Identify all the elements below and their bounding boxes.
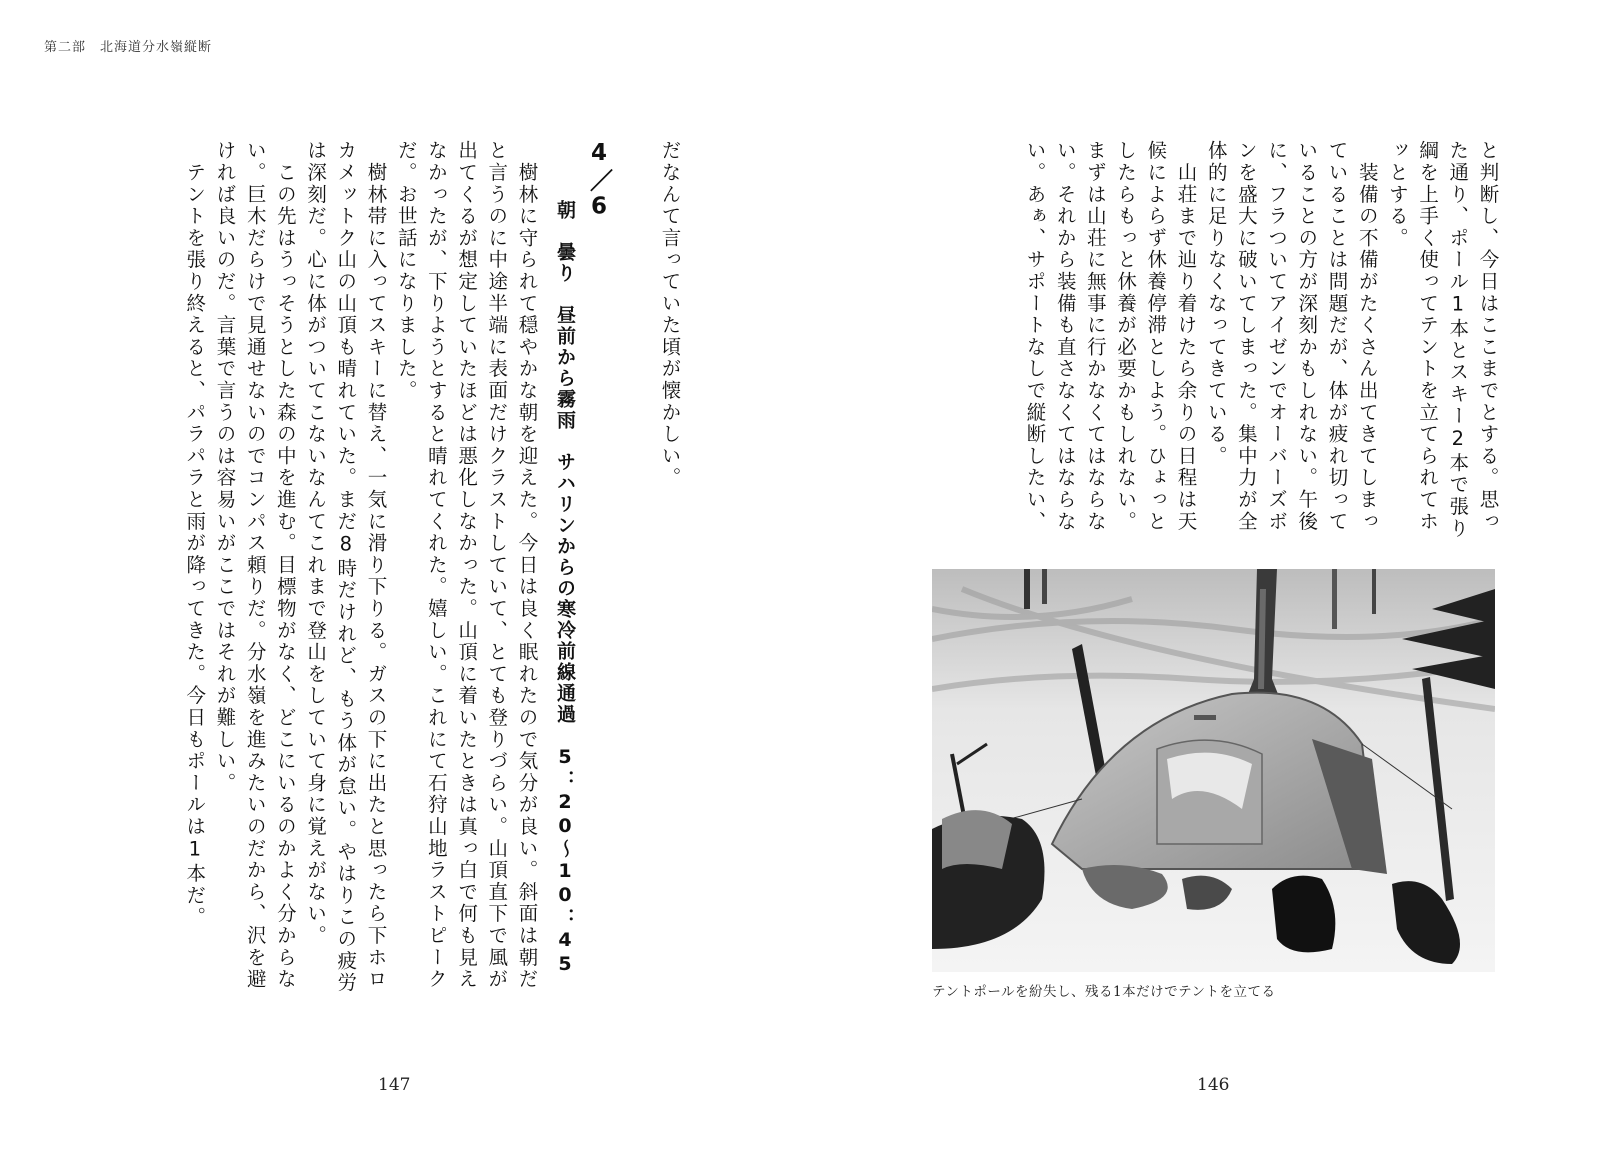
text-column: だ。お世話になりました。 — [394, 140, 418, 402]
text-column: ンを盛大に破いてしまった。集中力が全 — [1234, 140, 1258, 533]
photo-caption: テントポールを紛失し、残る1本だけでテントを立てる — [932, 984, 1276, 1000]
text-column: なかったが、下りようとすると晴れてくれた。嬉しい。これにて石狩山地ラストピーク — [424, 140, 448, 991]
text-column: ていることは問題だが、体が疲れ切って — [1325, 140, 1349, 533]
text-column: 装備の不備がたくさん出てきてしまっ — [1355, 140, 1379, 533]
text-column: と判断し、今日はここまでとする。思っ — [1476, 140, 1500, 533]
text-column: た通り、ポール1本とスキー2本で張り — [1446, 140, 1470, 540]
running-head: 第二部 北海道分水嶺縦断 — [44, 40, 213, 55]
text-column: まずは山荘に無事に行かなくてはならな — [1083, 140, 1107, 533]
text-column: いることの方が深刻かもしれない。午後 — [1295, 140, 1319, 533]
page-number-right: 146 — [1197, 1075, 1230, 1095]
tent-in-snow-image — [932, 569, 1495, 972]
text-column: い。巨木だらけで見通せないのでコンパス頼りだ。分水嶺を進みたいのだから、沢を避 — [243, 140, 267, 991]
text-column: 出てくるが想定していたほどは悪化しなかった。山頂に着いたときは真っ白で何も見え — [455, 140, 479, 991]
text-column: ッとする。 — [1385, 140, 1409, 249]
text-column: は深刻だ。心に体がついてこないなんてこれまで登山をしていて身に覚えがない。 — [304, 140, 328, 947]
text-column: い。それから装備も直さなくてはならな — [1053, 140, 1077, 533]
text-column: この先はうっそうとした森の中を進む。目標物がなく、どこにいるのかよく分からな — [273, 140, 297, 991]
text-column: に、フラついてアイゼンでオーバーズボ — [1265, 140, 1289, 533]
text-column: したらもっと休養が必要かもしれない。 — [1114, 140, 1138, 533]
text-column: 綱を上手く使ってテントを立てられてホ — [1416, 140, 1440, 533]
page-number-left: 147 — [378, 1075, 411, 1095]
text-column: テントを張り終えると、パラパラと雨が降ってきた。今日もポールは1本だ。 — [183, 140, 207, 929]
text-column: い。あぁ、サポートなしで縦断したい、 — [1023, 140, 1047, 533]
text-column: 山荘まで辿り着けたら余りの日程は天 — [1174, 140, 1198, 533]
entry-heading: 朝 曇り 昼前から霧雨 サハリンからの寒冷前線通過 5：20〜10：45 — [554, 200, 576, 977]
text-column: 樹林帯に入ってスキーに替え、一気に滑り下りる。ガスの下に出たと思ったら下ホロ — [364, 140, 388, 991]
text-column: 体的に足りなくなってきている。 — [1204, 140, 1228, 467]
text-column: ければ良いのだ。言葉で言うのは容易いがここではそれが難しい。 — [213, 140, 237, 794]
text-column: と言うのに中途半端に表面だけクラストしていて、とても登りづらい。山頂直下で風が — [485, 140, 509, 991]
text-column: 樹林に守られて穏やかな朝を迎えた。今日は良く眠れたので気分が良い。斜面は朝だ — [515, 140, 539, 991]
tent-photo — [932, 569, 1495, 972]
entry-date: 4／6 — [586, 140, 612, 222]
text-column: 候によらず休養停滞としよう。ひょっと — [1144, 140, 1168, 533]
opening-line: だなんて言っていた頃が懐かしい。 — [658, 140, 682, 489]
text-column: カメットク山の山頂も晴れていた。まだ8時だけれど、もう体が怠い。やはりこの疲労 — [334, 140, 358, 994]
